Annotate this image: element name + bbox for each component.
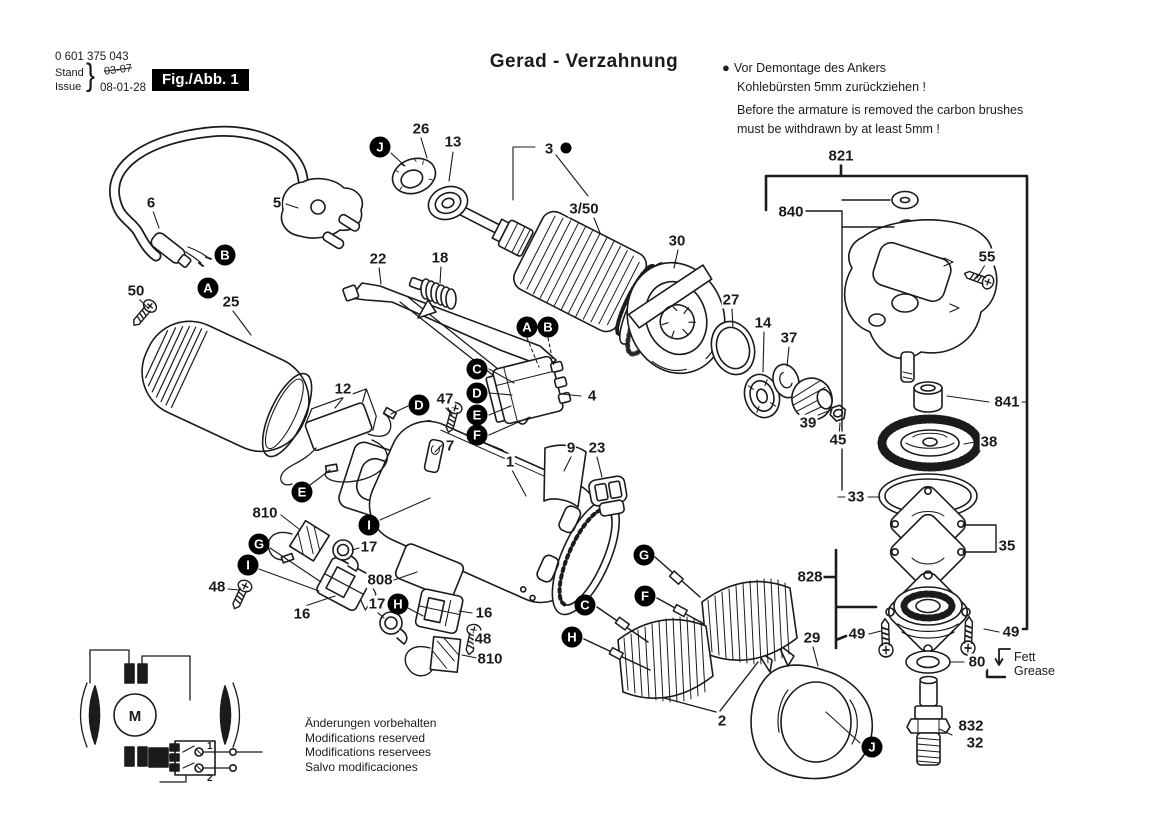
part-label-1: 1	[505, 453, 515, 471]
part-label-55: 55	[978, 248, 996, 266]
part-label-49R: 49	[1002, 623, 1020, 641]
letter-badge-e: E	[467, 405, 488, 426]
part-label-32: 32	[966, 734, 984, 752]
disclaimer-line: Änderungen vorbehalten	[305, 716, 437, 730]
part-label-16a: 16	[293, 605, 311, 623]
part-label-25: 25	[222, 293, 240, 311]
part-label-48a: 48	[208, 578, 226, 596]
grease-note	[1014, 650, 1055, 678]
issue-label: Issue	[55, 81, 82, 93]
brush-810b-drawing	[405, 637, 460, 676]
letter-badge-i: I	[359, 515, 380, 536]
part-label-808: 808	[367, 571, 393, 589]
letter-badge-h: H	[562, 627, 583, 648]
callout-dot	[561, 143, 572, 154]
note-english-line2: must be withdrawn by at least 5mm !	[737, 122, 940, 136]
letter-badge-j: J	[370, 137, 391, 158]
switch-4-drawing	[484, 353, 572, 426]
letter-badge-j: J	[862, 737, 883, 758]
holder-16b-drawing	[415, 588, 464, 634]
washer-80-drawing	[906, 651, 950, 673]
disclaimer-block	[305, 716, 436, 774]
superseded-date: 03-07	[103, 62, 133, 78]
part-label-35: 35	[998, 537, 1016, 555]
screw-49-left-drawing	[878, 619, 893, 658]
part-label-810b: 810	[477, 650, 503, 668]
circuit-terminal-2-label: 2	[207, 773, 213, 784]
letter-badge-g: G	[249, 534, 270, 555]
part-number: 0 601 375 043	[55, 51, 129, 63]
letter-badge-c: C	[575, 595, 596, 616]
circuit-terminal-1-label: 1	[207, 741, 213, 752]
letter-badge-b: B	[215, 245, 236, 266]
crown-gear-38-drawing	[880, 417, 980, 469]
disclaimer-line: Salvo modificaciones	[305, 759, 418, 774]
date-brace: }	[86, 57, 96, 93]
letter-badge-a: A	[198, 278, 219, 299]
part-label-50: 50	[127, 282, 145, 300]
circuit-diagram	[81, 650, 263, 784]
spindle-drawing	[907, 677, 950, 766]
part-label-17a: 17	[360, 538, 378, 556]
letter-badge-b: B	[538, 317, 559, 338]
part-label-80: 80	[968, 653, 986, 671]
bearing-flange-drawing	[884, 568, 972, 656]
part-label-49L: 49	[848, 625, 866, 643]
letter-badge-i: I	[238, 555, 259, 576]
disclaimer-line: Modifications reservees	[305, 745, 432, 759]
letter-badge-f: F	[635, 586, 656, 607]
stand-label: Stand	[55, 67, 84, 79]
part-label-4: 4	[587, 387, 597, 405]
part-label-9: 9	[566, 439, 576, 457]
letter-badge-d: D	[467, 383, 488, 404]
part-label-30: 30	[668, 232, 686, 250]
caution-notes	[722, 58, 1052, 139]
part-label-2: 2	[717, 712, 727, 730]
part-label-47: 47	[436, 390, 454, 408]
letter-badge-d: D	[409, 395, 430, 416]
part-label-828: 828	[797, 568, 823, 586]
wheel-guard-drawing	[751, 644, 872, 779]
brush-810a-drawing	[268, 521, 329, 563]
plug-drawing	[282, 179, 363, 250]
page-title: Gerad - Verzahnung	[489, 51, 679, 72]
part-label-48b: 48	[474, 630, 492, 648]
sleeve-841-drawing	[914, 382, 942, 412]
letter-badge-h: H	[388, 594, 409, 615]
part-label-7: 7	[445, 437, 455, 455]
part-label-45: 45	[829, 431, 847, 449]
part-label-832: 832	[958, 717, 984, 735]
part-label-37: 37	[780, 329, 798, 347]
letter-badge-a: A	[517, 317, 538, 338]
note-english-line1: Before the armature is removed the carbon brushes	[737, 103, 1024, 117]
part-label-38: 38	[980, 433, 998, 451]
bearing-13-drawing	[424, 181, 473, 225]
circuit-motor-label: M	[128, 708, 142, 725]
part-label-29: 29	[803, 629, 821, 647]
cap-17b-drawing	[380, 612, 407, 644]
part-label-27: 27	[722, 291, 740, 309]
letter-badge-e: E	[292, 482, 313, 503]
part-label-821: 821	[828, 147, 854, 165]
part-label-23: 23	[588, 439, 606, 457]
part-label-5: 5	[272, 194, 282, 212]
grease-pointer-icon	[987, 649, 1010, 677]
part-label-39: 39	[799, 414, 817, 432]
disclaimer-line: Modifications reserved	[305, 730, 426, 745]
note-german-line2: Kohlebürsten 5mm zurückziehen !	[737, 80, 926, 94]
part-label-13: 13	[444, 133, 462, 151]
bullet-icon: ●	[722, 60, 730, 75]
screw-48a-drawing	[228, 578, 254, 612]
ring-26-drawing	[388, 153, 441, 200]
part-label-22: 22	[369, 250, 387, 268]
part-label-3: 3	[544, 140, 554, 158]
part-label-840: 840	[778, 203, 804, 221]
part-label-16b: 16	[475, 604, 493, 622]
part-label-18: 18	[431, 249, 449, 267]
part-label-3-50: 3/50	[569, 200, 599, 218]
part-label-6: 6	[146, 194, 156, 212]
grease-note-de: Fett	[1014, 650, 1036, 664]
gear-housing-drawing	[845, 192, 997, 383]
screw-50-drawing	[129, 297, 159, 329]
letter-badge-g: G	[634, 545, 655, 566]
part-label-810a: 810	[252, 504, 278, 522]
part-label-14: 14	[754, 314, 772, 332]
part-label-12: 12	[334, 380, 352, 398]
part-label-17b: 17	[368, 595, 386, 613]
part-label-841: 841	[994, 393, 1020, 411]
figure-label: Fig./Abb. 1	[152, 69, 249, 91]
motor-cover-drawing	[127, 306, 323, 466]
screw-49-right-drawing	[961, 617, 976, 656]
grease-note-en: Grease	[1014, 664, 1055, 678]
note-german-line1: ● Vor Demontage des Ankers	[722, 60, 887, 75]
part-label-33: 33	[847, 488, 865, 506]
part-label-26: 26	[412, 120, 430, 138]
issue-date: 08-01-28	[100, 82, 147, 94]
letter-badge-f: F	[467, 425, 488, 446]
letter-badge-c: C	[467, 359, 488, 380]
